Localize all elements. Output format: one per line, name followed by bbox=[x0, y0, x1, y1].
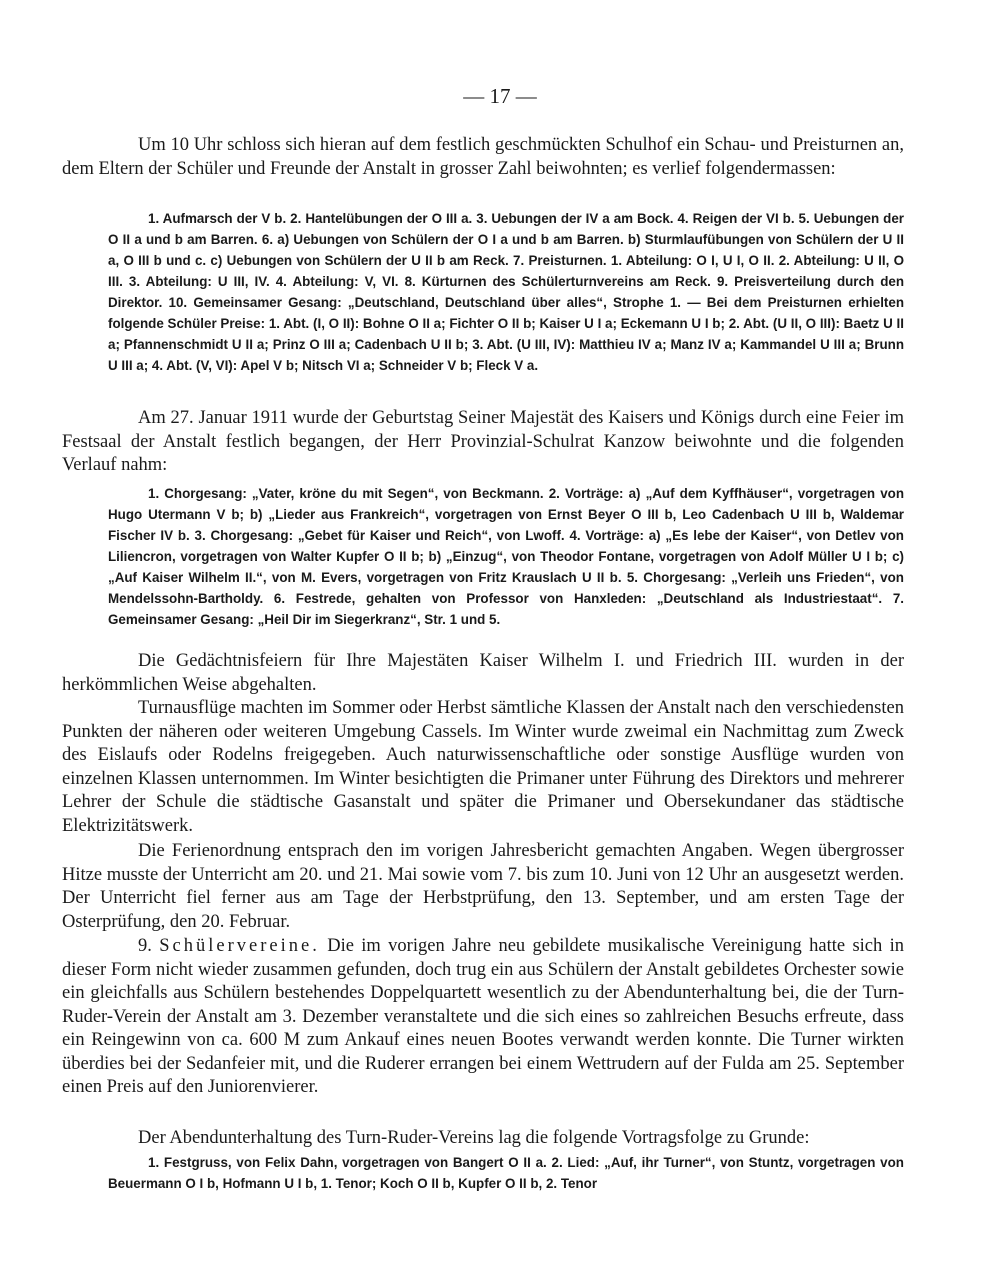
paragraph-schuelervereine bbox=[62, 935, 904, 1100]
paragraph-schauturnen: Um 10 Uhr schloss sich hieran auf dem festlich geschmückten Schulhof ein Schau- und Preisturnen an, dem Eltern der Schüler und Freunde der Anstalt in grosser Zahl beiwohnten; es verlief folgendermassen: bbox=[62, 135, 904, 179]
list-vortragsfolge: 1. Festgruss, von Felix Dahn, vorgetragen von Bangert O II a. 2. Lied: „Auf, ihr Turner“, von Stuntz, vorgetragen von Beuermann O I b, Hofmann U I b, 1. Tenor; Koch O II b, Kupfer O II b, 2. Tenor bbox=[108, 1155, 904, 1191]
paragraph-kaisergeburtstag: Am 27. Januar 1911 wurde der Geburtstag Seiner Majestät des Kaisers und Königs durch eine Feier im Festsaal der Anstalt festlich begangen, der Herr Provinzial-Schulrat Kanzow beiwohnte und die folgenden Verlauf nahm: bbox=[62, 408, 904, 475]
paragraph-vortragsfolge: Der Abendunterhaltung des Turn-Ruder-Vereins lag die folgende Vortragsfolge zu Grunde: bbox=[138, 1128, 810, 1148]
list-schauturnen-program: 1. Aufmarsch der V b. 2. Hantelübungen der O III a. 3. Uebungen der IV a am Bock. 4. Reigen der VI b. 5. Uebungen der O II a und b am Barren. 6. a) Uebungen von Schülern der O I a und b am Barren. b) Sturmlaufübungen von Schülern der U II a, O III b und c. c) Uebungen von Schülern der U II b am Reck. 7. Preisturnen. 1. Abteilung: O I, U I, O II. 2. Abteilung: U II, O III. 3. Abteilung: U III, IV. 4. Abteilung: V, VI. 8. Kürturnen des Schülerturnvereins am Reck. 9. Preisverteilung durch den Direktor. 10. Gemeinsamer Gesang: „Deutschland, Deutschland über alles“, Strophe 1. — Bei dem Preisturnen erhielten folgende Schüler Preise: 1. Abt. (I, O II): Bohne O II a; Fichter O II b; Kaiser U I a; Eckemann U I b; 2. Abt. (U II, O III): Baetz U II a; Pfannenschmidt U II a; Prinz O III a; Cadenbach U II b; 3. Abt. (U III, IV): Matthieu IV a; Manz IV a; Kammandel U III a; Brunn U III a; 4. Abt. (V, VI): Apel V b; Nitsch VI a; Schneider V b; Fleck V a. bbox=[108, 211, 904, 373]
section-body: Die im vorigen Jahre neu gebildete musikalische Vereinigung hatte sich in dieser Form nicht wieder zusammen gefunden, doch trug ein aus Schülern der Anstalt gebildetes Orchester sowie ein gleichfalls aus Schülern bestehendes Doppelquartett wesentlich zu der Abendunterhaltung bei, die der Turn-Ruder-Verein der Anstalt am 3. Dezember veranstaltete und die sich eines so zahlreichen Besuchs erfreute, dass ein Reingewinn von ca. 600 M zum Ankauf eines neuen Bootes verwandt werden konnte. Die Turner wirkten überdies bei der Sedanfeier mit, und die Ruderer errangen bei einem Wettrudern auf der Fulda am 25. September einen Preis auf den Juniorenvierer. bbox=[62, 936, 905, 1097]
section-heading: Schülervereine. bbox=[159, 936, 320, 956]
paragraph-turnausfluege: Turnausflüge machten im Sommer oder Herbst sämtliche Klassen der Anstalt nach den verschiedensten Punkten der näheren oder weiteren Umgebung Cassels. Im Winter wurde zweimal ein Nachmittag zum Zweck des Eislaufs oder Rodelns freigegeben. Auch naturwissenschaftliche oder sonstige Ausflüge wurden von einzelnen Klassen unternommen. Im Winter besichtigten die Primaner unter Führung des Direktors und mehrerer Lehrer der Schule die städtische Gasanstalt und später die Primaner und Obersekundaner das städtische Elektrizitätswerk. bbox=[62, 698, 904, 836]
section-number: 9. bbox=[138, 936, 152, 956]
page-number: — 17 — bbox=[463, 84, 537, 108]
paragraph-gedaechtnisfeiern: Die Gedächtnisfeiern für Ihre Majestäten Kaiser Wilhelm I. und Friedrich III. wurden in der herkömmlichen Weise abgehalten. bbox=[62, 651, 904, 695]
paragraph-ferienordnung: Die Ferienordnung entsprach den im vorigen Jahresbericht gemachten Angaben. Wegen übergrosser Hitze musste der Unterricht am 20. und 21. Mai sowie vom 7. bis zum 10. Juni von 12 Uhr an ausgesetzt werden. Der Unterricht fiel ferner aus am Tage der Herbstprüfung, den 13. September, und am ersten Tage der Osterprüfung, den 20. Februar. bbox=[62, 841, 904, 932]
list-kaisergeburtstag-program: 1. Chorgesang: „Vater, kröne du mit Segen“, von Beckmann. 2. Vorträge: a) „Auf dem Kyffhäuser“, vorgetragen von Hugo Utermann V b; b) „Lieder aus Frankreich“, vorgetragen von Ernst Beyer O III b, Leo Cadenbach U III b, Waldemar Fischer IV b. 3. Chorgesang: „Gebet für Kaiser und Reich“, von Lwoff. 4. Vorträge: a) „Es lebe der Kaiser“, von Detlev von Liliencron, vorgetragen von Walter Kupfer O II b; b) „Einzug“, von Theodor Fontane, vorgetragen von Adolf Müller U I b; c) „Auf Kaiser Wilhelm II.“, von M. Evers, vorgetragen von Fritz Krauslach U II b. 5. Chorgesang: „Verleih uns Frieden“, von Mendelssohn-Bartholdy. 6. Festrede, gehalten von Professor von Hanxleden: „Deutschland als Industriestaat“. 7. Gemeinsamer Gesang: „Heil Dir im Siegerkranz“, Str. 1 und 5. bbox=[108, 486, 904, 627]
